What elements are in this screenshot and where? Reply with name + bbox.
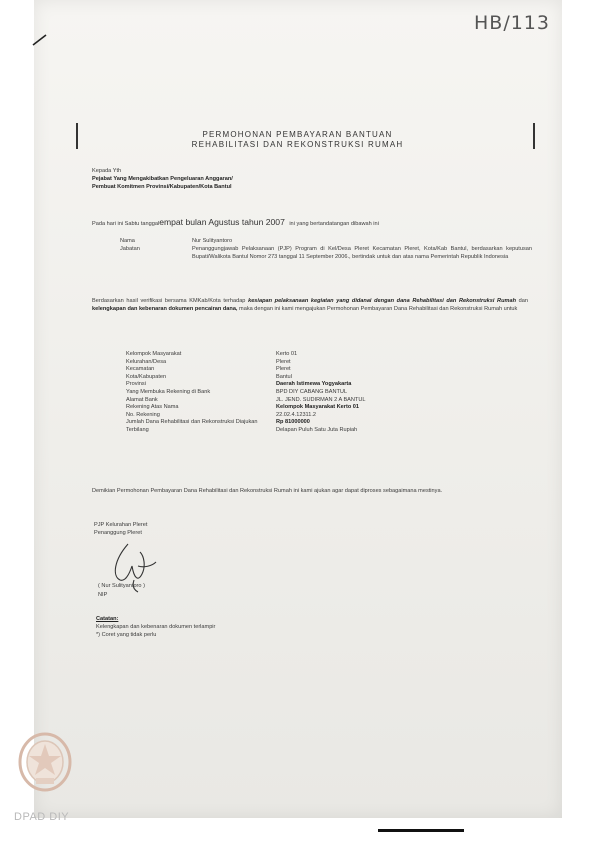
to-line-2: Pembuat Komitmen Provinsi/Kabupaten/Kota Bantul <box>92 184 232 190</box>
detail-value: 22.02.4.12311.2 <box>276 411 317 418</box>
archive-seal-icon <box>16 730 74 798</box>
para-a: Berdasarkan hasil verifikasi bersama KMKab/Kota terhadap <box>92 298 246 304</box>
detail-row <box>126 366 526 374</box>
sign-name: ( Nur Sulityantoro ) <box>98 583 145 589</box>
detail-value: JL. JEND. SUDIRMAN 2 A BANTUL <box>276 396 366 403</box>
closing-paragraph: Demikian Permohonan Pembayaran Dana Rehabilitasi dan Rekonstruksi Rumah ini kami ajukan agar dapat diproses sebagaimana mestinya. <box>92 488 443 494</box>
detail-label: Yang Membuka Rekening di Bank <box>126 388 211 395</box>
detail-label: Kelurahan/Desa <box>126 358 167 365</box>
catatan-title: Catatan: <box>96 616 119 622</box>
detail-label: Terbilang <box>126 426 149 433</box>
date-prefix: Pada hari ini Sabtu tanggal <box>92 221 160 227</box>
nama-label: Nama <box>120 238 135 244</box>
para-b: kesiapan pelaksanaan kegiatan yang didanai dengan dana Rehabilitasi dan Rekonstruksi Rumah <box>248 298 517 304</box>
detail-value: Pleret <box>276 358 291 365</box>
archive-code: HB/113 <box>474 12 550 34</box>
para-e: maka dengan ini kami mengajukan Permohonan Pembayaran Dana Rehabilitasi dan Rekonstruksi Rumah untuk <box>239 305 518 312</box>
detail-label: Rekening Atas Nama <box>126 404 179 411</box>
detail-row <box>126 374 526 382</box>
detail-value: Kelompok Masyarakat Kerto 01 <box>276 404 360 411</box>
detail-label: Kota/Kabupaten <box>126 373 167 380</box>
detail-value: Pleret <box>276 366 291 373</box>
detail-row <box>126 419 526 427</box>
details-table <box>126 351 526 435</box>
watermark-text: DPAD DIY <box>14 811 70 823</box>
detail-label: Kecamatan <box>126 366 155 373</box>
detail-label: Alamat Bank <box>126 396 158 403</box>
kepada: Kepada Yth <box>92 168 122 174</box>
sign-line-1: PJP Kelurahan Pleret <box>94 522 148 528</box>
detail-value: Bantul <box>276 373 292 380</box>
catatan-1: Kelengkapan dan kebenaran dokumen terlampir <box>96 624 216 630</box>
detail-row <box>126 359 526 367</box>
main-paragraph <box>92 298 528 313</box>
nama-value: Nur Sulityantoro <box>192 238 233 244</box>
title-line-1: PERMOHONAN PEMBAYARAN BANTUAN <box>202 130 393 139</box>
catatan-2: *) Coret yang tidak perlu <box>96 632 157 638</box>
detail-row <box>126 404 526 412</box>
footer-bar <box>378 829 464 832</box>
detail-label: Jumlah Dana Rehabilitasi dan Rekonstruksi Diajukan <box>126 419 258 426</box>
detail-value: BPD DIY CABANG BANTUL <box>276 388 348 395</box>
nip-label: NIP <box>98 592 108 598</box>
para-d: kelengkapan dan kebenaran dokumen pencairan dana, <box>92 305 238 312</box>
detail-row <box>126 427 526 435</box>
detail-row <box>126 381 526 389</box>
detail-row <box>126 397 526 405</box>
detail-row <box>126 389 526 397</box>
sign-line-2: Penanggung Pleret <box>94 530 142 536</box>
detail-value: Kerto 01 <box>276 351 298 357</box>
detail-value: Delapan Puluh Satu Juta Rupiah <box>276 426 358 433</box>
jabatan-value: Penanggungjawab Pelaksanaan (PJP) Program di Kel/Desa Pleret Kecamatan Pleret, Kota/Kab Bantul, berdasarkan keputusan Bupati/Walikota Bantul Nomor 273 tanggal 11 September 2006., bertindak untuk dan atas nama Pemerintah Republik Indonesia <box>192 246 532 260</box>
detail-value: Rp 81000000 <box>276 419 310 426</box>
detail-row <box>126 351 526 359</box>
title-line-2: REHABILITASI DAN REKONSTRUKSI RUMAH <box>191 140 404 149</box>
date-handwritten: empat bulan Agustus tahun 2007 <box>159 217 285 227</box>
pen-mark <box>30 32 50 48</box>
para-c: dan <box>518 298 528 304</box>
jabatan-label: Jabatan <box>120 246 140 252</box>
date-line <box>92 212 379 230</box>
detail-label: No. Rekening <box>126 411 160 418</box>
detail-value: Daerah Istimewa Yogyakarta <box>276 381 352 388</box>
detail-row <box>126 412 526 420</box>
date-suffix: ini yang bertandatangan dibawah ini <box>289 221 379 227</box>
to-line-1: Pejabat Yang Mengakibatkan Pengeluaran Anggaran/ <box>92 176 233 182</box>
detail-label: Kelompok Masyarakat <box>126 351 182 357</box>
detail-label: Provinsi <box>126 381 146 388</box>
